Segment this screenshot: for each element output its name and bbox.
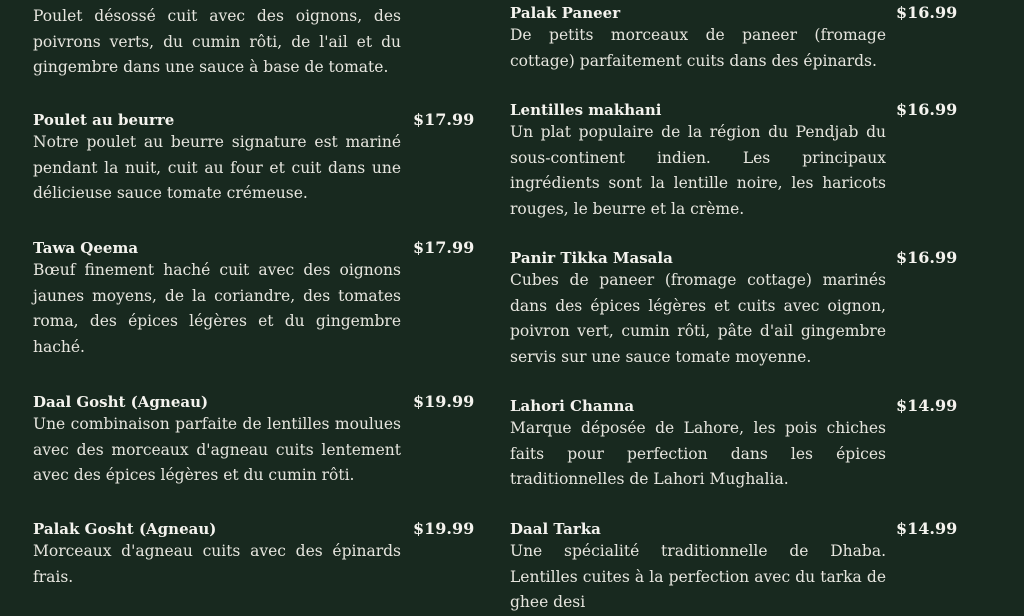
item-name: Palak Paneer — [510, 4, 621, 22]
menu-item — [510, 3, 960, 74]
item-price: $19.99 — [413, 519, 475, 538]
item-name: Daal Tarka — [510, 520, 601, 538]
item-price: $19.99 — [413, 392, 475, 411]
menu-item — [33, 238, 473, 360]
item-description: Notre poulet au beurre signature est mariné pendant la nuit, cuit au four et cuit dans une délicieuse sauce tomate crémeuse. — [33, 133, 401, 202]
item-name: Panir Tikka Masala — [510, 249, 673, 267]
item-name: Daal Gosht (Agneau) — [33, 393, 209, 411]
item-name: Palak Gosht (Agneau) — [33, 520, 217, 538]
menu-item — [33, 0, 473, 81]
item-description: De petits morceaux de paneer (fromage cottage) parfaitement cuits dans des épinards. — [510, 26, 886, 70]
menu-item — [510, 519, 960, 616]
item-description: Marque déposée de Lahore, les pois chiches faits pour perfection dans les épices traditionnelles de Lahori Mughalia. — [510, 419, 886, 488]
menu-item — [33, 519, 473, 590]
item-description: Un plat populaire de la région du Pendjab du sous-continent indien. Les principaux ingrédients sont la lentille noire, les haricots rouges, le beurre et la crème. — [510, 123, 886, 218]
item-price: $16.99 — [896, 3, 958, 22]
item-name: Lahori Channa — [510, 397, 635, 415]
item-price: $16.99 — [896, 248, 958, 267]
item-price: $17.99 — [413, 110, 475, 129]
menu-item — [33, 392, 473, 489]
menu-item — [510, 248, 960, 370]
item-description: Cubes de paneer (fromage cottage) marinés dans des épices légères et cuits avec oignon, poivron vert, cumin rôti, pâte d'ail gingembre servis sur une sauce tomate moyenne. — [510, 271, 886, 366]
item-name: Tawa Qeema — [33, 239, 139, 257]
item-price: $17.99 — [413, 238, 475, 257]
item-name: Poulet au beurre — [33, 111, 175, 129]
item-name: Lentilles makhani — [510, 101, 662, 119]
item-description: Morceaux d'agneau cuits avec des épinards frais. — [33, 542, 401, 586]
item-description: Bœuf finement haché cuit avec des oignons jaunes moyens, de la coriandre, des tomates roma, des épices légères et du gingembre haché. — [33, 261, 401, 356]
item-description: Une spécialité traditionnelle de Dhaba. Lentilles cuites à la perfection avec du tarka de ghee desi — [510, 542, 886, 611]
item-price: $16.99 — [896, 100, 958, 119]
menu-item — [33, 110, 473, 207]
menu-item — [510, 100, 960, 222]
item-description: Une combinaison parfaite de lentilles moulues avec des morceaux d'agneau cuits lentement avec des épices légères et du cumin rôti. — [33, 415, 401, 484]
item-price: $14.99 — [896, 519, 958, 538]
item-description: Poulet désossé cuit avec des oignons, des poivrons verts, du cumin rôti, de l'ail et du gingembre dans une sauce à base de tomate. — [33, 7, 401, 76]
item-price: $14.99 — [896, 396, 958, 415]
menu-item — [510, 396, 960, 493]
